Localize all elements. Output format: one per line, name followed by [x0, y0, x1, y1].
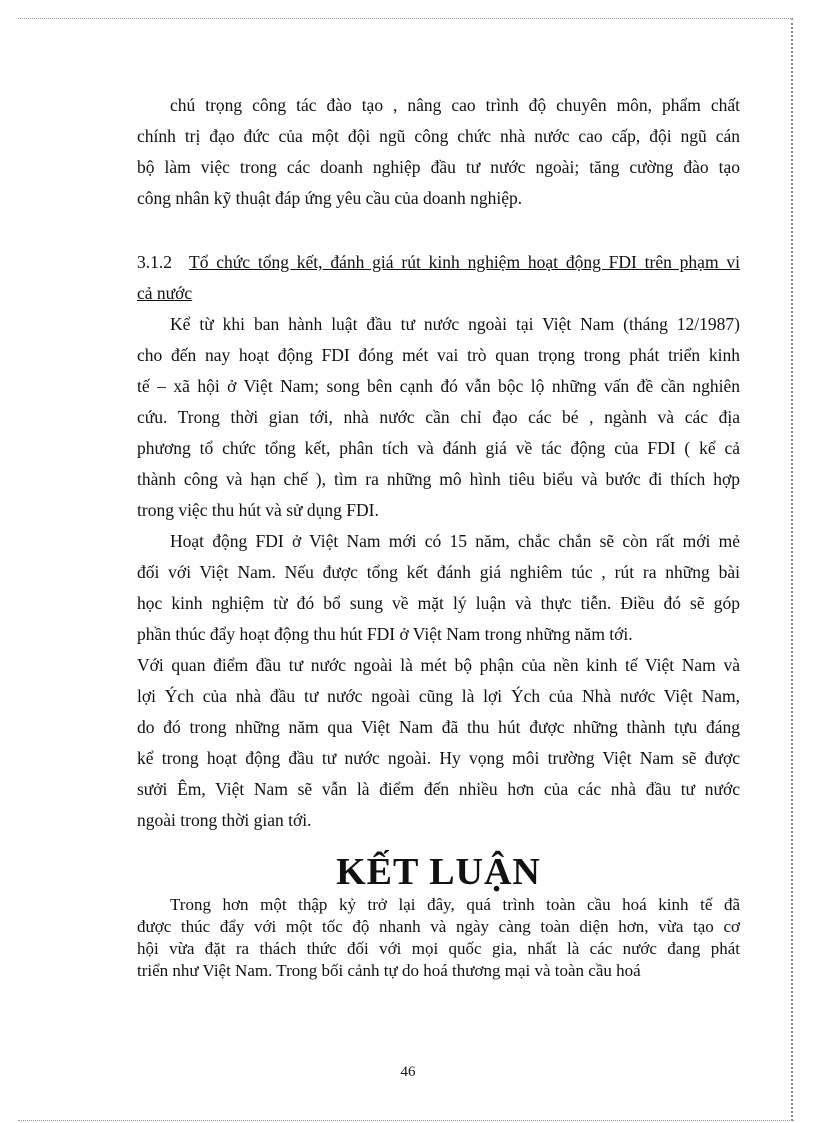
text-line: được thúc đẩy với một tốc độ nhanh và ngày càng toàn diện hơn, vừa tạo cơ	[137, 917, 740, 936]
text-line: cứu. Trong thời gian tới, nhà nước cần chỉ đạo các bé , ngành và các địa	[137, 407, 740, 427]
text-line: Với quan điểm đầu tư nước ngoài là mét bộ phận của nền kinh tế Việt Nam và	[137, 655, 740, 675]
text-line: Hoạt động FDI ở Việt Nam mới có 15 năm, chắc chắn sẽ còn rất mới mẻ	[170, 531, 740, 551]
text-line: hội vừa đặt ra thách thức đối với mọi quốc gia, nhất là các nước đang phát	[137, 939, 740, 958]
text-line: kể trong hoạt động đầu tư nước ngoài. Hy vọng môi trường Việt Nam sẽ được	[137, 748, 740, 768]
text-line: phần thúc đẩy hoạt động thu hút FDI ở Việt Nam trong những năm tới.	[137, 624, 633, 644]
text-line: tế – xã hội ở Việt Nam; song bên cạnh đó vẫn bộc lộ những vấn đề cần nghiên	[137, 376, 740, 396]
page-number: 46	[400, 1064, 416, 1080]
text-line: Trong hơn một thập kỷ trở lại đây, quá trình toàn cầu hoá kinh tế đã	[170, 895, 740, 914]
paragraph-fdi-15-years	[137, 526, 740, 650]
page-bottom-border	[18, 1120, 794, 1121]
text-line: bộ làm việc trong các doanh nghiệp đầu tư nước ngoài; tăng cường đào tạo	[137, 157, 740, 177]
text-line: đối với Việt Nam. Nếu được tổng kết đánh giá nghiêm túc , rút ra những bài	[137, 562, 740, 582]
text-line: cho đến nay hoạt động FDI đóng mét vai trò quan trọng trong phát triển kinh	[137, 345, 740, 365]
text-line: công nhân kỹ thuật đáp ứng yêu cầu của doanh nghiệp.	[137, 188, 523, 208]
section-heading	[137, 247, 740, 309]
text-line: Kể từ khi ban hành luật đầu tư nước ngoài tại Việt Nam (tháng 12/1987)	[170, 314, 740, 334]
text-line: trong việc thu hút và sử dụng FDI.	[137, 500, 379, 520]
paragraph-fdi-history	[137, 309, 740, 526]
text-line: ngoài trong thời gian tới.	[137, 810, 312, 830]
document-body	[137, 90, 740, 982]
text-line: học kinh nghiệm từ đó bổ sung về mặt lý luận và thực tiễn. Điều đó sẽ góp	[137, 593, 740, 613]
text-line: chú trọng công tác đào tạo , nâng cao trình độ chuyên môn, phẩm chất	[170, 95, 740, 115]
conclusion-title: KẾT LUẬN	[336, 851, 541, 893]
section-number: 3.1.2	[137, 252, 172, 272]
text-line: sưởi Êm, Việt Nam sẽ vẫn là điểm đến nhiều hơn của các nhà đầu tư nước	[137, 779, 740, 799]
text-line: lợi Ých của nhà đầu tư nước ngoài cũng là lợi Ých của Nhà nước Việt Nam,	[137, 686, 740, 706]
text-line: triển như Việt Nam. Trong bối cảnh tự do hoá thương mại và toàn cầu hoá	[137, 961, 641, 980]
section-title-line-1: Tổ chức tổng kết, đánh giá rút kinh nghiệm hoạt động FDI trên phạm vi	[189, 252, 740, 272]
text-line: do đó trong những năm qua Việt Nam đã thu hút được những thành tựu đáng	[137, 717, 740, 737]
paragraph-training	[137, 90, 740, 214]
paragraph-viewpoint	[137, 650, 740, 836]
text-line: thành công và hạn chế ), tìm ra những mô hình tiêu biểu và bước đi thích hợp	[137, 469, 740, 489]
text-line: phương tổ chức tổng kết, phân tích và đánh giá về tác động của FDI ( kể cả	[137, 438, 740, 458]
section-title-line-2: cả nước	[137, 283, 193, 303]
conclusion-paragraph	[137, 894, 740, 982]
text-line: chính trị đạo đức của một đội ngũ công chức nhà nước cao cấp, đội ngũ cán	[137, 126, 740, 146]
